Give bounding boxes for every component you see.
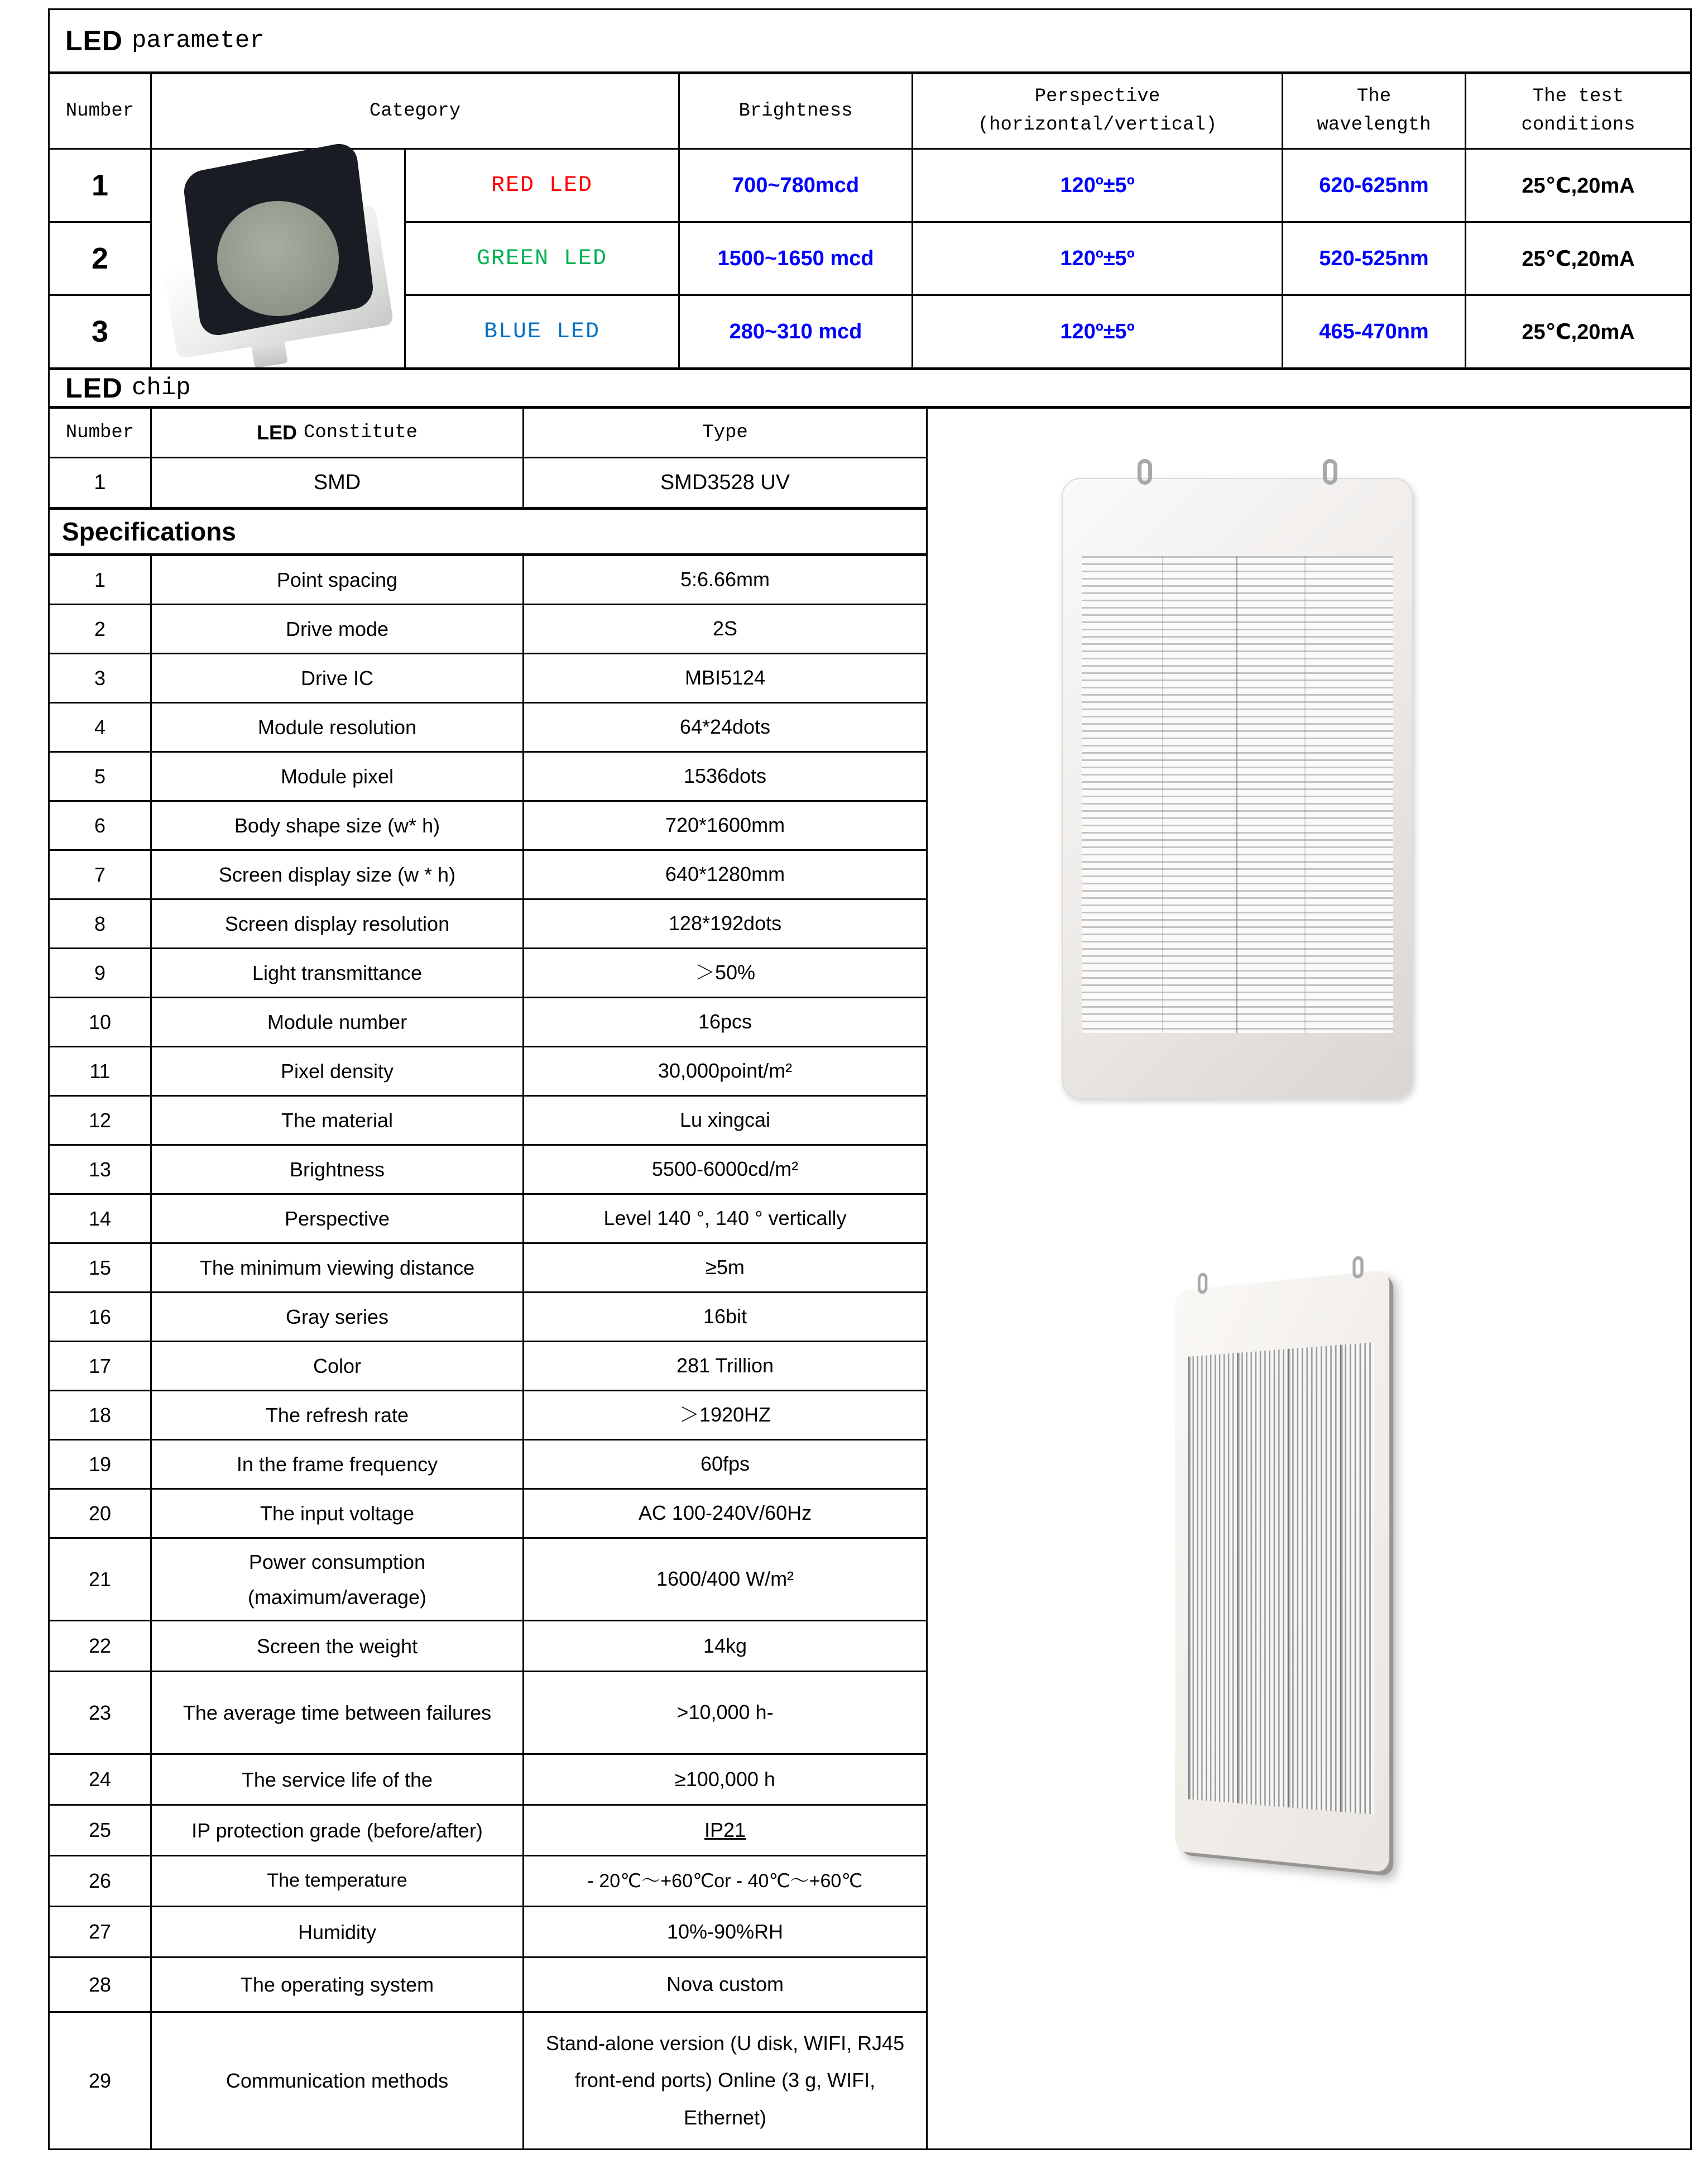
spec-num: 9	[50, 949, 150, 997]
led-panel-perspective-render	[1175, 1270, 1389, 1873]
smd-led-photo	[158, 155, 398, 362]
spec-value: Nova custom	[524, 1958, 926, 2011]
spec-num: 27	[50, 1907, 150, 1956]
spec-label: Humidity	[152, 1907, 522, 1956]
spec-label: Drive mode	[152, 605, 522, 653]
spec-label: Module resolution	[152, 703, 522, 751]
spec-num: 25	[50, 1806, 150, 1855]
test-conditions-value: 25℃,20mA	[1466, 150, 1690, 221]
spec-label: Perspective	[152, 1195, 522, 1242]
smd-led-lens	[217, 201, 339, 316]
spec-num: 17	[50, 1342, 150, 1390]
spec-label: IP protection grade (before/after)	[152, 1806, 522, 1855]
led-panel-front-render	[1062, 478, 1413, 1099]
spec-label: The input voltage	[152, 1490, 522, 1537]
row-number: 3	[50, 296, 150, 367]
category-blue-led: BLUE LED	[406, 296, 678, 367]
spec-label: Point spacing	[152, 556, 522, 604]
test-conditions-value: 25℃,20mA	[1466, 296, 1690, 367]
hanging-hook-icon	[1323, 459, 1337, 485]
row-number: 2	[50, 223, 150, 294]
col-header-category: Category	[152, 74, 678, 148]
spec-num: 21	[50, 1539, 150, 1620]
spec-num: 11	[50, 1047, 150, 1095]
spec-value: 1600/400 W/m²	[524, 1539, 926, 1620]
spec-num: 1	[50, 556, 150, 604]
spec-value-ip-underlined: IP21	[524, 1806, 926, 1855]
col-header-test-conditions: The test conditions	[1466, 74, 1690, 148]
led-parameter-title-band	[50, 10, 1690, 74]
spec-label: Body shape size (w* h)	[152, 802, 522, 849]
perspective-value: 120º±5º	[913, 150, 1282, 221]
perspective-value: 120º±5º	[913, 223, 1282, 294]
spec-label: The average time between failures	[152, 1672, 522, 1753]
brightness-value: 700~780mcd	[680, 150, 911, 221]
spec-num: 22	[50, 1621, 150, 1671]
col-header-wavelength: The wavelength	[1283, 74, 1465, 148]
spec-label: Brightness	[152, 1146, 522, 1193]
led-chip-title-strong: LED	[65, 372, 123, 404]
smd-led-photo-cell	[152, 150, 404, 367]
col-header-perspective: Perspective (horizontal/vertical)	[913, 74, 1282, 148]
spec-value: 1536dots	[524, 753, 926, 800]
hanging-hook-icon	[1352, 1256, 1363, 1279]
spec-num: 20	[50, 1490, 150, 1537]
spec-label: Screen the weight	[152, 1621, 522, 1671]
spec-label: Light transmittance	[152, 949, 522, 997]
col-header-number: Number	[50, 74, 150, 148]
sheet-outer-border	[48, 8, 1692, 2150]
spec-value: 720*1600mm	[524, 802, 926, 849]
category-red-led: RED LED	[406, 150, 678, 221]
spec-label: The refresh rate	[152, 1391, 522, 1439]
spec-value: 60fps	[524, 1440, 926, 1488]
spec-label: Pixel density	[152, 1047, 522, 1095]
chip-type-value: SMD3528 UV	[524, 458, 926, 507]
spec-num: 12	[50, 1097, 150, 1144]
spec-value: 10%-90%RH	[524, 1907, 926, 1956]
spec-value: - 20℃～+60℃or - 40℃～+60℃	[524, 1856, 926, 1906]
spec-num: 4	[50, 703, 150, 751]
led-parameter-title: parameter	[132, 27, 265, 55]
spec-label: The service life of the	[152, 1755, 522, 1804]
spec-value: Lu xingcai	[524, 1097, 926, 1144]
spec-value: ＞1920HZ	[524, 1391, 926, 1439]
brightness-value: 280~310 mcd	[680, 296, 911, 367]
spec-value: Level 140 °, 140 ° vertically	[524, 1195, 926, 1242]
chip-col-header-number: Number	[50, 409, 150, 457]
spec-num: 29	[50, 2013, 150, 2148]
spec-label: Screen display size (w * h)	[152, 851, 522, 898]
spec-num: 28	[50, 1958, 150, 2011]
wavelength-value: 620-625nm	[1283, 150, 1465, 221]
spec-label: Module pixel	[152, 753, 522, 800]
spec-value: ≥100,000 h	[524, 1755, 926, 1804]
spec-label: Gray series	[152, 1293, 522, 1341]
spec-num: 14	[50, 1195, 150, 1242]
brightness-value: 1500~1650 mcd	[680, 223, 911, 294]
spec-label: Color	[152, 1342, 522, 1390]
row-number: 1	[50, 150, 150, 221]
spec-label: Drive IC	[152, 654, 522, 702]
spec-num: 23	[50, 1672, 150, 1753]
spec-value: Stand-alone version (U disk, WIFI, RJ45 front-end ports) Online (3 g, WIFI, Ethernet)	[524, 2013, 926, 2148]
spec-num: 3	[50, 654, 150, 702]
hanging-hook-icon	[1198, 1272, 1207, 1294]
spec-num: 5	[50, 753, 150, 800]
spec-label: In the frame frequency	[152, 1440, 522, 1488]
spec-label: Screen display resolution	[152, 900, 522, 947]
spec-label: The material	[152, 1097, 522, 1144]
spec-value: AC 100-240V/60Hz	[524, 1490, 926, 1537]
spec-label: Module number	[152, 998, 522, 1046]
spec-value: 128*192dots	[524, 900, 926, 947]
spec-label: Communication methods	[152, 2013, 522, 2148]
specifications-table	[50, 556, 928, 2148]
led-chip-title: chip	[132, 374, 191, 402]
wavelength-value: 520-525nm	[1283, 223, 1465, 294]
spec-value: 281 Trillion	[524, 1342, 926, 1390]
perspective-value: 120º±5º	[913, 296, 1282, 367]
chip-constitute-value: SMD	[152, 458, 522, 507]
wavelength-value: 465-470nm	[1283, 296, 1465, 367]
spec-value: 5:6.66mm	[524, 556, 926, 604]
spec-num: 24	[50, 1755, 150, 1804]
spec-value: 2S	[524, 605, 926, 653]
chip-col-header-type: Type	[524, 409, 926, 457]
spec-value: 30,000point/m²	[524, 1047, 926, 1095]
spec-num: 7	[50, 851, 150, 898]
led-panel-side-screen-area	[1188, 1342, 1375, 1815]
led-chip-table	[50, 409, 928, 507]
spec-value: MBI5124	[524, 654, 926, 702]
spec-num: 10	[50, 998, 150, 1046]
spec-value: 16bit	[524, 1293, 926, 1341]
spec-value: 5500-6000cd/m²	[524, 1146, 926, 1193]
specifications-title: Specifications	[62, 517, 236, 546]
spec-num: 19	[50, 1440, 150, 1488]
spec-num: 13	[50, 1146, 150, 1193]
spec-label: The operating system	[152, 1958, 522, 2011]
category-green-led: GREEN LED	[406, 223, 678, 294]
spec-value: 14kg	[524, 1621, 926, 1671]
spec-label: The temperature	[152, 1856, 522, 1906]
spec-num: 8	[50, 900, 150, 947]
chip-col-header-constitute: LED Constitute	[152, 409, 522, 457]
spec-value: 640*1280mm	[524, 851, 926, 898]
col-header-brightness: Brightness	[680, 74, 911, 148]
specifications-title-band	[50, 507, 928, 556]
led-parameter-title-strong: LED	[65, 25, 123, 56]
spec-label: Power consumption (maximum/average)	[152, 1539, 522, 1620]
spec-value: ＞50%	[524, 949, 926, 997]
spec-label: The minimum viewing distance	[152, 1244, 522, 1291]
spec-num: 2	[50, 605, 150, 653]
spec-num: 18	[50, 1391, 150, 1439]
spec-value: 16pcs	[524, 998, 926, 1046]
spec-value: >10,000 h-	[524, 1672, 926, 1753]
hanging-hook-icon	[1138, 459, 1152, 485]
spec-num: 6	[50, 802, 150, 849]
spec-value: 64*24dots	[524, 703, 926, 751]
chip-row-number: 1	[50, 458, 150, 507]
led-panel-front-screen-area	[1082, 556, 1393, 1033]
led-parameter-table	[50, 74, 1690, 367]
spec-value: ≥5m	[524, 1244, 926, 1291]
spec-num: 26	[50, 1856, 150, 1906]
spec-num: 15	[50, 1244, 150, 1291]
led-chip-title-band	[50, 367, 1690, 409]
test-conditions-value: 25℃,20mA	[1466, 223, 1690, 294]
spec-num: 16	[50, 1293, 150, 1341]
